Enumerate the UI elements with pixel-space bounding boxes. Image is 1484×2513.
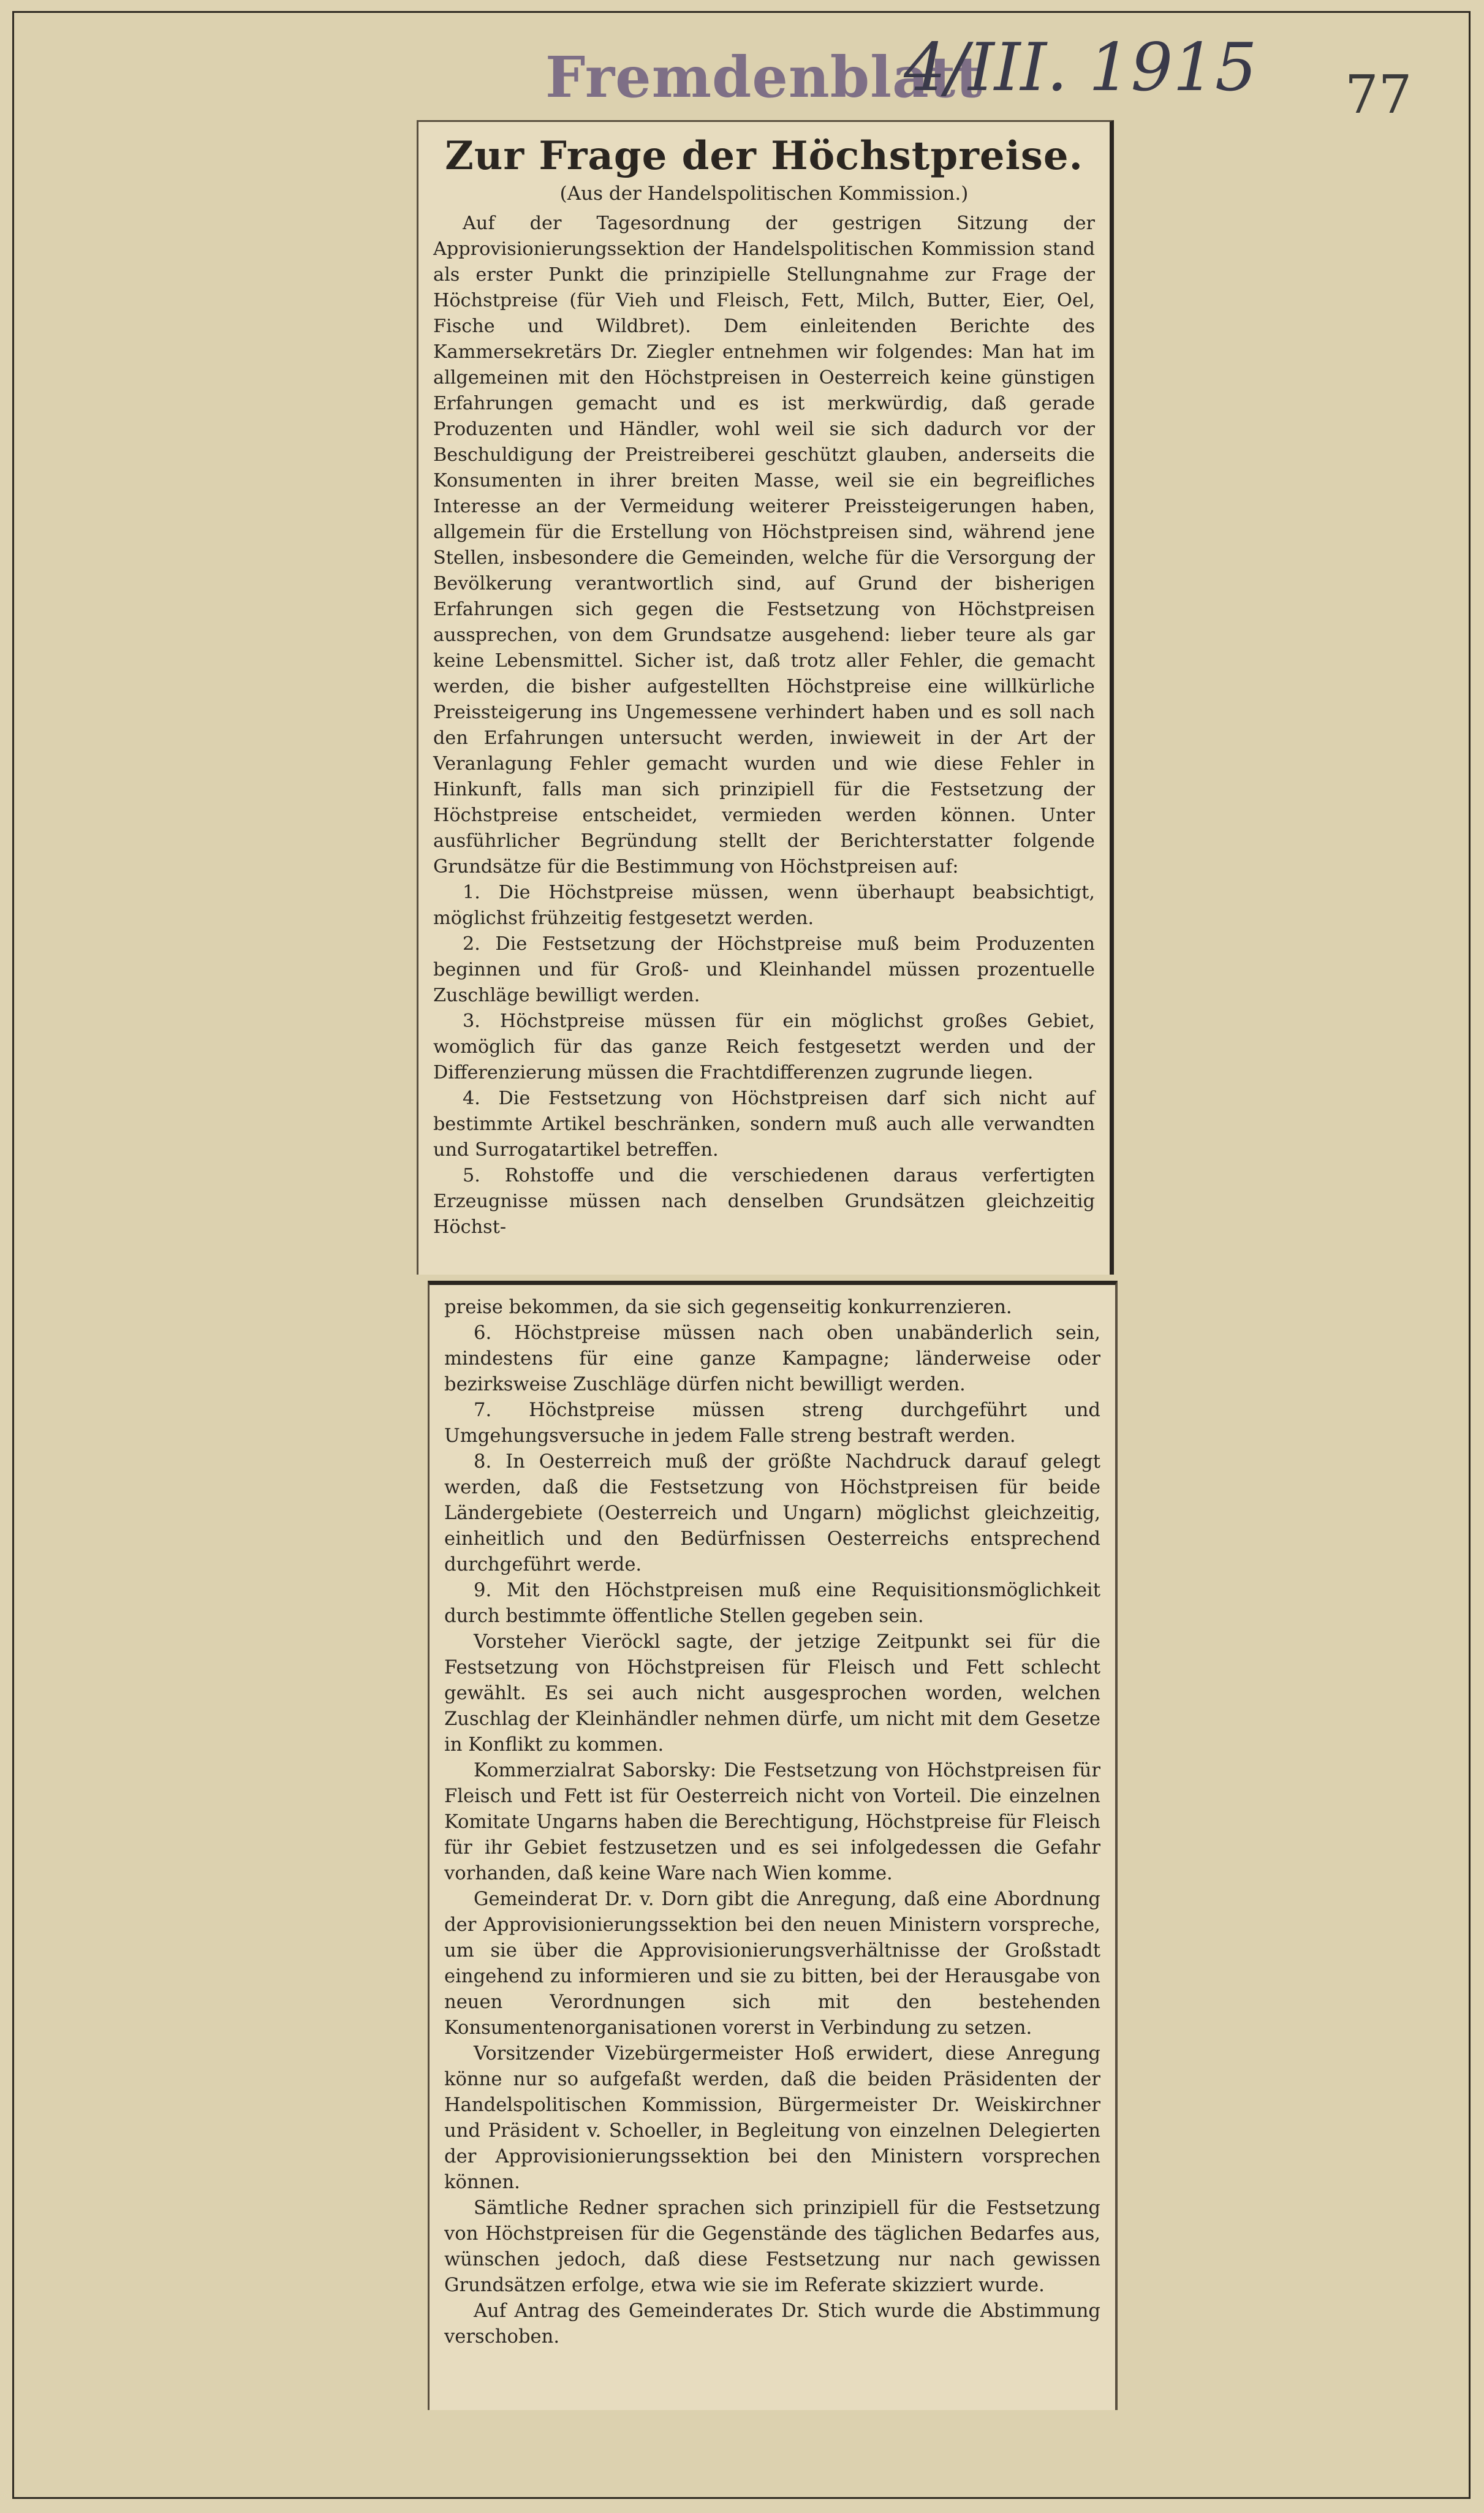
clipping-top bbox=[417, 120, 1114, 1275]
article-title: Zur Frage der Höchstpreise. bbox=[445, 133, 1083, 179]
clipping-bottom bbox=[428, 1281, 1118, 2410]
article-paragraph: preise bekommen, da sie sich gegenseitig konkurrenzieren. bbox=[444, 1297, 1012, 1318]
article-subtitle: (Aus der Handelspolitischen Kommission.) bbox=[559, 183, 969, 205]
article-paragraph: Auf Antrag des Gemeinderates Dr. Stich wurde die Abstimmung verschoben. bbox=[444, 2300, 1100, 2348]
article-paragraph: 1. Die Höchstpreise müssen, wenn überhaupt beabsichtigt, möglichst frühzeitig festgesetzt werden. bbox=[433, 882, 1095, 929]
article-paragraph: 2. Die Festsetzung der Höchstpreise muß beim Produzenten beginnen und für Groß- und Kleinhandel müssen prozentuelle Zuschläge bewilligt werden. bbox=[433, 933, 1095, 1006]
article-paragraph: Vorsteher Vieröckl sagte, der jetzige Zeitpunkt sei für die Festsetzung von Höchstpreisen für Fleisch und Fett schlecht gewählt. Es sei auch nicht ausgesprochen worden, welchen Zuschlag der Kleinhändler nehmen dürfe, um nicht mit dem Gesetze in Konflikt zu kommen. bbox=[444, 1631, 1100, 1756]
article-paragraph: 6. Höchstpreise müssen nach oben unabänderlich sein, mindestens für eine ganze Kampagne; länderweise oder bezirksweise Zuschläge dürfen nicht bewilligt werden. bbox=[444, 1322, 1100, 1395]
page-number: 77 bbox=[1345, 64, 1412, 126]
article-paragraph: 9. Mit den Höchstpreisen muß eine Requisitionsmöglichkeit durch bestimmte öffentliche Stellen gegeben sein. bbox=[444, 1580, 1100, 1627]
article-paragraph: 5. Rohstoffe und die verschiedenen daraus verfertigten Erzeugnisse müssen nach denselben Grundsätzen gleichzeitig Höchst- bbox=[433, 1165, 1095, 1238]
article-paragraph: Gemeinderat Dr. v. Dorn gibt die Anregung, daß eine Abordnung der Approvisionierungssektion bei den neuen Ministern vorspreche, um sie über die Approvisionierungsverhältnisse der Großstadt eingehend zu informieren und sie zu bitten, bei der Herausgabe von neuen Verordnungen sich mit den bestehenden Konsumentenorganisationen vorerst in Verbindung zu setzen. bbox=[444, 1889, 1100, 2039]
article-paragraph: Auf der Tagesordnung der gestrigen Sitzung der Approvisionierungssektion der Handelspolitischen Kommission stand als erster Punkt die prinzipielle Stellungnahme zur Frage der Höchstpreise (für Vieh und Fleisch, Fett, Milch, Butter, Eier, Oel, Fische und Wildbret). Dem einleitenden Berichte des Kammersekretärs Dr. Ziegler entnehmen wir folgendes: Man hat im allgemeinen mit den Höchstpreisen in Oesterreich keine günstigen Erfahrungen gemacht und es ist merkwürdig, daß gerade Produzenten und Händler, wohl weil sie sich dadurch vor der Beschuldigung der Preistreiberei geschützt glauben, anderseits die Konsumenten in ihrer breiten Masse, weil sie ein begreifliches Interesse an der Vermeidung weiterer Preissteigerungen haben, allgemein für die Erstellung von Höchstpreisen sind, während jene Stellen, insbesondere die Gemeinden, welche für die Versorgung der Bevölkerung verantwortlich sind, auf Grund der bisherigen Erfahrungen sich gegen die Festsetzung von Höchstpreisen aussprechen, von dem Grundsatze ausgehend: lieber teure als gar keine Lebensmittel. Sicher ist, daß trotz aller Fehler, die gemacht werden, die bisher aufgestellten Höchstpreise eine willkürliche Preissteigerung ins Ungemessene verhindert haben und es soll nach den Erfahrungen untersucht werden, inwieweit in der Art der Veranlagung Fehler gemacht wurden und wie diese Fehler in Hinkunft, falls man sich prinzipiell für die Festsetzung der Höchstpreise entscheidet, vermieden werden können. Unter ausführlicher Begründung stellt der Berichterstatter folgende Grundsätze für die Bestimmung von Höchstpreisen auf: bbox=[433, 213, 1095, 877]
article-paragraph: 8. In Oesterreich muß der größte Nachdruck darauf gelegt werden, daß die Festsetzung von Höchstpreisen für beide Ländergebiete (Oesterreich und Ungarn) möglichst gleichzeitig, einheitlich und den Bedürfnissen Oesterreichs entsprechend durchgeführt werde. bbox=[444, 1451, 1100, 1575]
article-paragraph: Vorsitzender Vizebürgermeister Hoß erwidert, diese Anregung könne nur so aufgefaßt werden, daß die beiden Präsidenten der Handelspolitischen Kommission, Bürgermeister Dr. Weiskirchner und Präsident v. Schoeller, in Begleitung von einzelnen Delegierten der Approvisionierungssektion bei den Ministern vorsprechen können. bbox=[444, 2043, 1100, 2193]
article-paragraph: 7. Höchstpreise müssen streng durchgeführt und Umgehungsversuche in jedem Falle streng bestraft werden. bbox=[444, 1400, 1100, 1447]
handwritten-date: 4/III. 1915 bbox=[904, 29, 1257, 106]
article-paragraph: 4. Die Festsetzung von Höchstpreisen darf sich nicht auf bestimmte Artikel beschränken, sondern muß auch alle verwandten und Surrogatartikel betreffen. bbox=[433, 1088, 1095, 1161]
article-paragraph: 3. Höchstpreise müssen für ein möglichst großes Gebiet, womöglich für das ganze Reich festgesetzt werden und der Differenzierung müssen die Frachtdifferenzen zugrunde liegen. bbox=[433, 1010, 1095, 1083]
article-paragraph: Sämtliche Redner sprachen sich prinzipiell für die Festsetzung von Höchstpreisen für die Gegenstände des täglichen Bedarfes aus, wünschen jedoch, daß diese Festsetzung nur nach gewissen Grundsätzen erfolge, etwa wie sie im Referate skizziert wurde. bbox=[444, 2197, 1100, 2296]
newspaper-stamp: Fremdenblatt bbox=[545, 44, 983, 110]
article-paragraph: Kommerzialrat Saborsky: Die Festsetzung von Höchstpreisen für Fleisch und Fett ist für Oesterreich nicht von Vorteil. Die einzelnen Komitate Ungarns haben die Berechtigung, Höchstpreise für Fleisch für ihr Gebiet festzusetzen und es sei infolgedessen die Gefahr vorhanden, daß keine Ware nach Wien komme. bbox=[444, 1760, 1100, 1884]
